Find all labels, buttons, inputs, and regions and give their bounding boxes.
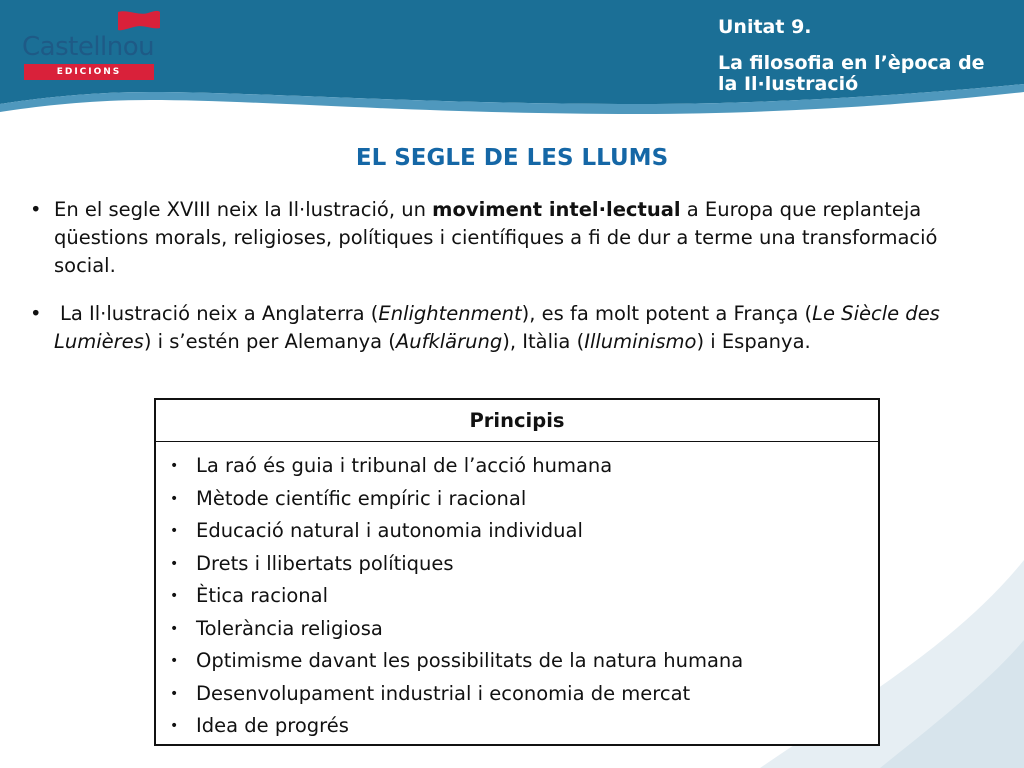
logo-subtitle: EDICIONS (24, 64, 154, 80)
list-item: • Optimisme davant les possibilitats de la natura humana (170, 645, 878, 678)
principles-list (156, 442, 878, 743)
principles-table (154, 398, 880, 746)
unit-number: Unitat 9. (718, 16, 812, 38)
table-header: Principis (156, 400, 878, 442)
bullet-paragraph: • En el segle XVIII neix la Il·lustració, un moviment intel·lectual a Europa que replanteja qüestions morals, religioses, polítiques i científiques a fi de dur a terme una transformació social. (30, 198, 938, 277)
list-item: • Ètica racional (170, 580, 878, 613)
list-item: • Educació natural i autonomia individual (170, 515, 878, 548)
bullet-dot-icon: • (30, 302, 42, 325)
unit-header (718, 16, 1008, 95)
list-item: • Drets i llibertats polítiques (170, 548, 878, 581)
bullet-dot-icon: • (30, 198, 42, 221)
bullet-paragraph: • La Il·lustració neix a Anglaterra (Enlightenment), es fa molt potent a França (Le Siècle des Lumières) i s’estén per Alemanya (Aufklärung), Itàlia (Illuminismo) i Espanya. (30, 302, 940, 353)
list-item: • Tolerància religiosa (170, 613, 878, 646)
intro-bullets (30, 196, 990, 356)
publisher-logo (20, 8, 165, 78)
unit-title: La filosofia en l’època de la Il·lustració (718, 52, 985, 95)
logo-name: Castellnou (22, 32, 155, 62)
list-item: • Mètode científic empíric i racional (170, 483, 878, 516)
list-item: • La raó és guia i tribunal de l’acció humana (170, 450, 878, 483)
list-item: • Desenvolupament industrial i economia de mercat (170, 678, 878, 711)
slide-title: EL SEGLE DE LES LLUMS (355, 145, 669, 171)
list-item: • Idea de progrés (170, 710, 878, 743)
